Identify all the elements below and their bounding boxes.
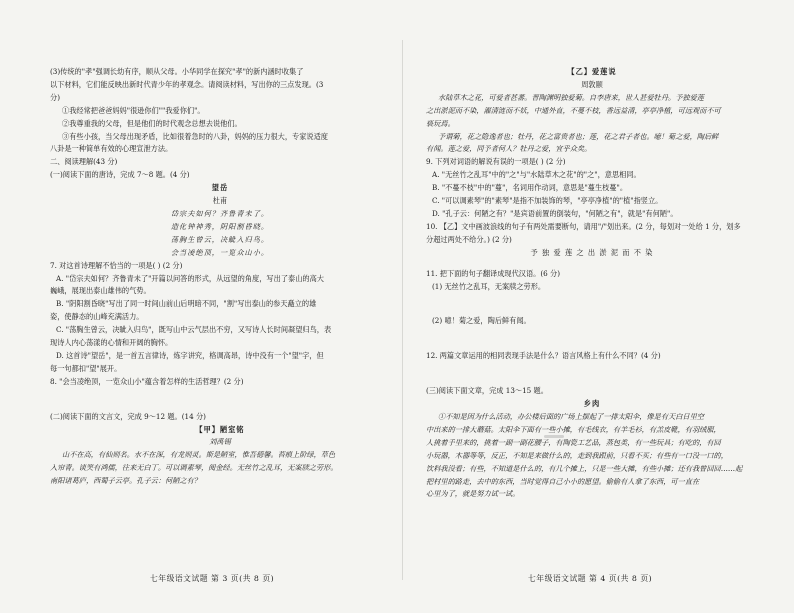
text-a-line: 山不在高，有仙则名。水不在深，有龙则灵。斯是陋室，惟吾德馨。苔痕上阶绿，草色 — [62, 450, 336, 460]
q7-option-c: C. "荡胸生曾云，决眦入归鸟"，既写山中云气层出不穷，又写诗人长时间凝望归鸟，表 — [56, 325, 332, 335]
q11-item-1: (1) 无丝竹之乱耳，无案牍之劳形。 — [432, 281, 546, 291]
text-a-title: 【甲】陋室铭 — [195, 424, 245, 434]
q10-stem-cont: 分超过两处不给分。) (2 分) — [426, 234, 512, 244]
text-a-line: 入帘青。谈笑有鸿儒，往来无白丁。可以调素琴，阅金经。无丝竹之乱耳，无案牍之劳形。 — [50, 463, 338, 473]
page-4 — [426, 66, 758, 572]
q9-option-d: D. "孔子云：何陋之有？"是宾语前置的倒装句，"何陋之有"，就是"有何陋"。 — [432, 208, 678, 218]
material-3: ③有些小孩，当父母出现矛盾，比如很着急时的八卦，妈妈的压力很大，专家说适度 — [62, 131, 328, 141]
q7-option-b-cont: 姿，使静态的山峰充满活力。 — [50, 312, 144, 322]
text-a-author: 刘禹锡 — [209, 437, 231, 447]
text-a-line: 南阳诸葛庐，西蜀子云亭。孔子云：何陋之有？ — [50, 476, 201, 486]
q6-3-stem-line-3: 分) — [50, 92, 60, 102]
essay-line: 小玩器，木器等等，反正，不知是来做什么的，走到我跟前，只看不买；有些有一口没一口的， — [426, 450, 728, 460]
text-b-line: 之出淤泥而不染，濯清涟而不妖，中通外直，不蔓不枝，香远益清，亭亭净植，可远观而不可 — [426, 105, 721, 115]
poem-line: 造化钟神秀，阴阳割昏晓。 — [170, 221, 270, 231]
page-4-footer: 七年级语文试题 第 4 页(共 8 页) — [528, 574, 653, 583]
q9-stem: 9. 下列对词语的解说有误的一项是( ) (2 分) — [426, 157, 566, 167]
essay-line: 心里为了，就是努力试一试。 — [426, 489, 520, 499]
q6-3-stem-line-1: (3)传统的"孝"强调长幼有序，顺从父母。小华同学在探究"孝"的新内涵时收集了 — [50, 67, 304, 76]
q7-option-a: A. "岱宗夫如何？齐鲁青未了"开篇以问答的形式，从远望的角度，写出了泰山的高大 — [56, 273, 324, 283]
q9-option-b: B. "不蔓不枝"中的"蔓"，名词用作动词，意思是"蔓生枝蔓"。 — [432, 183, 628, 193]
q9-option-c: C. "可以调素琴"的"素琴"是指不加装饰的琴，"亭亭净植"的"植"指竖立。 — [432, 196, 663, 206]
essay-line: 人挑着手里来的，挑着一副一副花腰子，有陶瓷工艺品，蒸包类，有一些玩具；有吃的，有回 — [426, 437, 721, 447]
poem-author: 杜甫 — [212, 196, 228, 206]
section-heading-reading: 二、阅读理解(43 分) — [50, 157, 118, 167]
section-3-heading: (三)阅读下面文章，完成 13～15 题。 — [426, 386, 548, 396]
essay-line: ①不知是因为什么活动，办公楼后面的广场上摆起了一排太阳伞，像是有天白日里空 — [438, 412, 704, 422]
q7-option-b: B. "阴阳割昏晓"写出了同一时间山前山后明暗不同，"割"写出泰山的参天矗立的雄 — [56, 299, 317, 309]
q10-stem: 10. 【乙】文中画波浪线的句子有两处需要断句，请用"/"划出来。(2 分，每划对一处给 1 分，划多 — [426, 221, 741, 231]
q7-option-d-cont: 每一句都扣"望"展开。 — [50, 363, 122, 373]
material-2: ②我尊重我的父母，但是他们的时代观念总想去说他们。 — [62, 118, 242, 128]
scan-smudge — [544, 435, 564, 438]
material-3-cont: 八卦是一种简单有效的心理宣泄方法。 — [50, 144, 173, 154]
q7-option-c-cont: 现诗人内心荡漾的心情和开阔的胸怀。 — [50, 338, 173, 348]
q11-item-2: (2) 噫！菊之爱，陶后鲜有闻。 — [432, 316, 531, 326]
section-1-heading: (一)阅读下面的唐诗，完成 7～8 题。(4 分) — [50, 170, 190, 180]
material-1: ①我经常把爸爸妈妈"很逊你们""我爱你们"。 — [62, 105, 205, 115]
essay-line: 把村里的路走，去中的东西，当时觉得自己小小的愿望。偷偷有人拿了东西，可一直在 — [426, 476, 700, 486]
page-3-footer: 七年级语文试题 第 3 页(共 8 页) — [150, 574, 275, 583]
poem-line: 岱宗夫如何？齐鲁青未了。 — [170, 208, 270, 218]
poem-line: 荡胸生曾云，决眦入归鸟。 — [170, 234, 270, 244]
q7-option-a-cont: 巍峨，展现出泰山雄伟的气势。 — [50, 286, 151, 296]
q12-stem: 12. 两篇文章运用的相同表现手法是什么？语言风格上有什么不同？(4 分) — [426, 351, 661, 361]
q6-3-stem-line-2: 以下材料，它们能反映出新时代青少年的孝观念。请阅读材料，写出你的三点发现。(3 — [50, 79, 324, 89]
page-3 — [50, 66, 390, 572]
text-b-line: 予谓菊，花之隐逸者也；牡丹，花之富贵者也；莲，花之君子者也。噫！菊之爱，陶后鲜 — [438, 131, 719, 141]
essay-line: 饮料我没看；有些，不知道是什么的，有几个摊上，只是一些大摊，有些小摊；还有我曾回回……起 — [426, 463, 743, 473]
poem-title: 望岳 — [211, 183, 229, 193]
q8-stem: 8. "会当凌绝顶，一览众山小"蕴含着怎样的生活哲理？(2 分) — [50, 376, 244, 386]
text-b-line: 水陆草木之花，可爱者甚蕃。晋陶渊明独爱菊。自李唐来，世人甚爱牡丹。予独爱莲 — [438, 92, 704, 102]
essay-title: 乡肉 — [583, 399, 601, 409]
essay-line: 中出来的一排大蘑菇。太阳伞下面有一些小摊，有毛线衣，有羊毛衫，有羔皮靴，有羽绒服， — [426, 424, 721, 434]
section-2-heading: (二)阅读下面的文言文，完成 9～12 题。(14 分) — [50, 411, 206, 421]
text-b-title: 【乙】爱莲说 — [567, 67, 617, 76]
q7-option-d: D. 这首诗"望岳"，是一首五言律诗，炼字讲究，格调高昂，诗中没有一个"望"字，但 — [56, 350, 324, 360]
page-fold — [402, 40, 403, 580]
text-b-author: 周敦颐 — [581, 79, 603, 89]
text-b-line: 有闻。莲之爱，同予者何人？牡丹之爱，宜乎众矣。 — [426, 144, 592, 154]
text-b-line: 亵玩焉。 — [426, 118, 455, 128]
q10-sentence: 予 独 爱 莲 之 出 淤 泥 而 不 染 — [530, 247, 654, 257]
q9-option-a: A. "无丝竹之乱耳"中的"之"与"水陆草木之花"的"之"，意思相同。 — [432, 170, 641, 180]
q7-stem: 7. 对这首诗理解不恰当的一项是( ) (2 分) — [50, 260, 183, 270]
q11-stem: 11. 把下面的句子翻译成现代汉语。(6 分) — [426, 268, 560, 278]
poem-line: 会当凌绝顶，一览众山小。 — [170, 247, 270, 257]
